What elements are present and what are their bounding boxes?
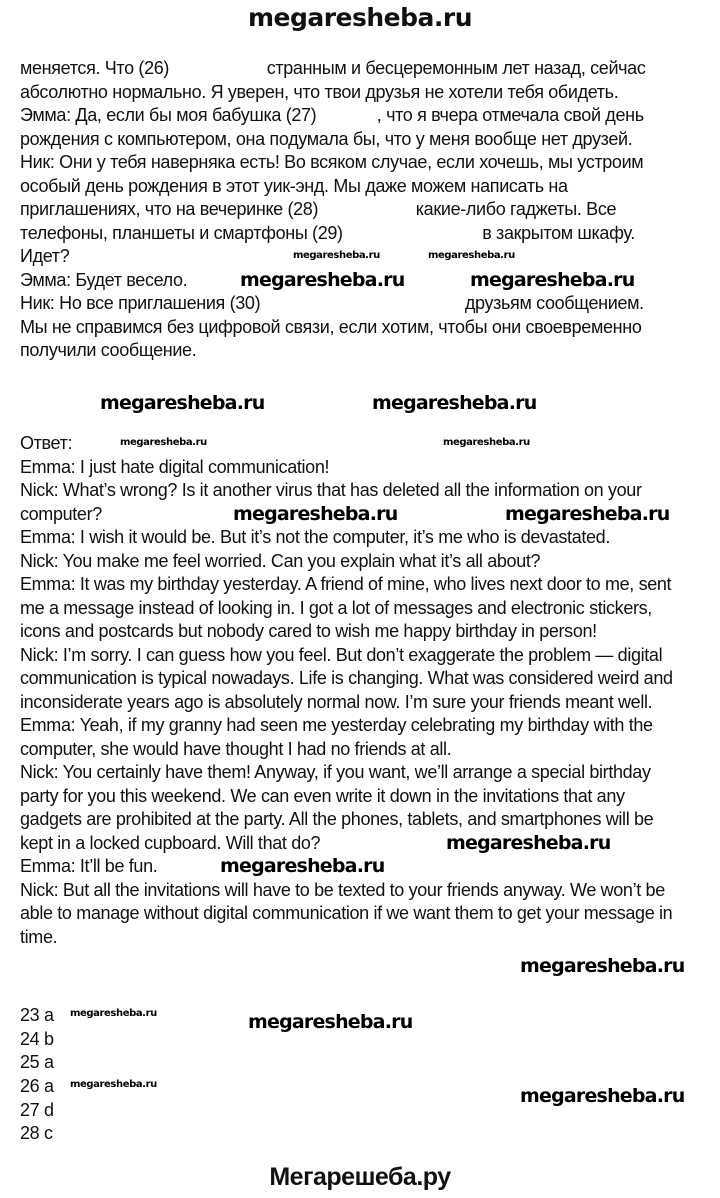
watermark: megaresheba.ru — [372, 392, 537, 414]
watermark: megaresheba.ru — [470, 269, 635, 291]
watermark: megaresheba.ru — [70, 1079, 157, 1090]
answer-item: 24 b — [20, 1029, 54, 1049]
answer-label: Ответ: — [20, 433, 73, 453]
answer-item: 23 a — [20, 1005, 54, 1025]
watermark: megaresheba.ru — [446, 832, 611, 854]
text-line: time. — [20, 927, 58, 947]
text-line: Nick: What’s wrong? Is it another virus that has deleted all the information on your — [20, 480, 642, 500]
watermark: megaresheba.ru — [293, 250, 380, 261]
watermark: megaresheba.ru — [520, 1085, 685, 1107]
text-line: особый день рождения в этот уик-энд. Мы даже можем написать на — [20, 176, 568, 196]
watermark: megaresheba.ru — [505, 503, 670, 525]
watermark: megaresheba.ru — [443, 437, 530, 448]
text-line: приглашениях, что на вечеринке (28) какие-либо гаджеты. Все — [20, 199, 617, 219]
site-header: megaresheba.ru — [247, 3, 473, 32]
watermark: megaresheba.ru — [248, 1011, 413, 1033]
watermark: megaresheba.ru — [220, 855, 385, 877]
text-line: computer, she would have thought I had no friends at all. — [20, 739, 452, 759]
watermark: megaresheba.ru — [520, 955, 685, 977]
text-line: party for you this weekend. We can even write it down in the invitations that any — [20, 786, 625, 806]
watermark: megaresheba.ru — [100, 392, 265, 414]
text-line: абсолютно нормально. Я уверен, что твои друзья не хотели тебя обидеть. — [20, 82, 619, 102]
text-line: Идет? — [20, 246, 70, 266]
text-line: able to manage without digital communication if we want them to get your message in — [20, 903, 673, 923]
text-line: me a message instead of looking in. I got a lot of messages and electronic stickers, — [20, 598, 652, 618]
answer-item: 26 a — [20, 1076, 54, 1096]
watermark: megaresheba.ru — [120, 437, 207, 448]
text-line: меняется. Что (26) странным и бесцеремонным лет назад, сейчас — [20, 58, 646, 78]
watermark: megaresheba.ru — [70, 1008, 157, 1019]
text-line: Эмма: Да, если бы моя бабушка (27) , что я вчера отмечала свой день — [20, 105, 644, 125]
watermark: megaresheba.ru — [233, 503, 398, 525]
text-line: Emma: I just hate digital communication! — [20, 457, 330, 477]
text-line: Ник: Они у тебя наверняка есть! Во всяком случае, если хочешь, мы устроим — [20, 152, 644, 172]
text-line: Emma: Yeah, if my granny had seen me yesterday celebrating my birthday with the — [20, 715, 653, 735]
text-line: Nick: But all the invitations will have to be texted to your friends anyway. We won’t be — [20, 880, 665, 900]
answer-item: 25 a — [20, 1052, 54, 1072]
text-line: communication is typical nowadays. Life is changing. What was considered weird and — [20, 668, 673, 688]
text-line: Мы не справимся без цифровой связи, если хотим, чтобы они своевременно — [20, 317, 642, 337]
watermark: megaresheba.ru — [428, 250, 515, 261]
text-line: Nick: You make me feel worried. Can you explain what it’s all about? — [20, 551, 541, 571]
text-line: kept in a locked cupboard. Will that do? — [20, 833, 321, 853]
answer-item: 28 c — [20, 1123, 53, 1143]
text-line: получили сообщение. — [20, 340, 197, 360]
text-line: icons and postcards but nobody cared to wish me happy birthday in person! — [20, 621, 597, 641]
text-line: Ник: Но все приглашения (30) друзьям сообщением. — [20, 293, 644, 313]
text-line: computer? — [20, 504, 102, 524]
text-line: Emma: It’ll be fun. — [20, 856, 158, 876]
text-line: телефоны, планшеты и смартфоны (29) в закрытом шкафу. — [20, 223, 635, 243]
text-line: gadgets are prohibited at the party. All the phones, tablets, and smartphones will be — [20, 809, 654, 829]
site-footer: Мегарешеба.ру — [269, 1163, 451, 1191]
text-line: рождения с компьютером, она подумала бы, что у меня вообще нет друзей. — [20, 129, 633, 149]
text-line: Nick: I’m sorry. I can guess how you feel. But don’t exaggerate the problem — digital — [20, 645, 663, 665]
text-line: Эмма: Будет весело. — [20, 270, 188, 290]
text-line: Emma: It was my birthday yesterday. A friend of mine, who lives next door to me, sent — [20, 574, 672, 594]
watermark: megaresheba.ru — [240, 269, 405, 291]
text-line: Nick: You certainly have them! Anyway, if you want, we’ll arrange a special birthday — [20, 762, 651, 782]
answer-item: 27 d — [20, 1100, 54, 1120]
text-line: Emma: I wish it would be. But it’s not the computer, it’s me who is devastated. — [20, 527, 610, 547]
text-line: inconsiderate years ago is absolutely normal now. I’m sure your friends meant well. — [20, 692, 653, 712]
